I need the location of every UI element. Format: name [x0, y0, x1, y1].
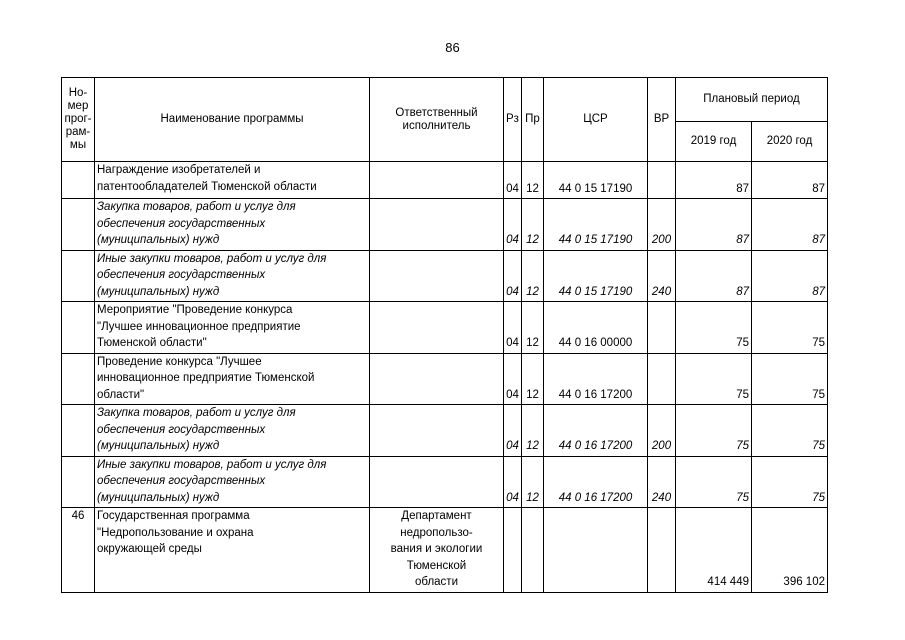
vr-cell: [648, 353, 676, 405]
amount-2019-cell: 75: [676, 353, 752, 405]
table-row: [62, 162, 828, 199]
pr-cell: 12: [522, 250, 544, 302]
program-number-cell: [62, 250, 95, 302]
program-number-cell: [62, 405, 95, 457]
csr-cell: 44 0 15 17190: [544, 250, 648, 302]
program-number-cell: [62, 456, 95, 508]
vr-cell: [648, 162, 676, 199]
header-text: Ответственный исполнитель: [395, 106, 478, 132]
rz-cell: 04: [504, 199, 522, 251]
amount-2019-cell: 75: [676, 405, 752, 457]
amount-2020-cell: 75: [752, 456, 828, 508]
pr-cell: 12: [522, 353, 544, 405]
amount-2020-cell: 396 102: [752, 508, 828, 593]
vr-cell: 200: [648, 405, 676, 457]
table-row: [62, 302, 828, 354]
program-number-cell: [62, 162, 95, 199]
program-name-cell: Проведение конкурса "Лучшее инновационное предприятие Тюменской области": [95, 353, 370, 405]
program-name-cell: Закупка товаров, работ и услуг для обеспечения государственных (муниципальных) нужд: [95, 405, 370, 457]
responsible-cell: [370, 199, 504, 251]
vr-cell: 200: [648, 199, 676, 251]
pr-cell: 12: [522, 162, 544, 199]
header-text: Рз: [506, 113, 519, 125]
header-vr: [648, 78, 676, 162]
pr-cell: 12: [522, 199, 544, 251]
program-name-cell: Закупка товаров, работ и услуг для обеспечения государственных (муниципальных) нужд: [95, 199, 370, 251]
pr-cell: [522, 508, 544, 593]
responsible-cell: [370, 250, 504, 302]
csr-cell: 44 0 16 17200: [544, 456, 648, 508]
amount-2019-cell: 414 449: [676, 508, 752, 593]
rz-cell: 04: [504, 162, 522, 199]
amount-2020-cell: 75: [752, 302, 828, 354]
table-row: [62, 456, 828, 508]
program-number-cell: 46: [62, 508, 95, 593]
table-row: [62, 405, 828, 457]
vr-cell: 240: [648, 456, 676, 508]
rz-cell: 04: [504, 250, 522, 302]
rz-cell: 04: [504, 353, 522, 405]
pr-cell: 12: [522, 302, 544, 354]
table-row: [62, 353, 828, 405]
table-row: [62, 250, 828, 302]
vr-cell: [648, 508, 676, 593]
rz-cell: 04: [504, 302, 522, 354]
rz-cell: 04: [504, 456, 522, 508]
table-body: [62, 162, 828, 593]
header-responsible: [370, 78, 504, 162]
vr-cell: [648, 302, 676, 354]
header-text: Но- мер прог- рам- мы: [64, 87, 92, 151]
table-row: [62, 199, 828, 251]
vr-cell: 240: [648, 250, 676, 302]
header-text: ВР: [653, 113, 670, 125]
responsible-cell: [370, 353, 504, 405]
amount-2020-cell: 87: [752, 250, 828, 302]
amount-2019-cell: 75: [676, 456, 752, 508]
responsible-cell: Департамент недропользо- вания и экологии Тюменской области: [370, 508, 504, 593]
table-row: [62, 508, 828, 593]
amount-2019-cell: 87: [676, 162, 752, 199]
pr-cell: 12: [522, 405, 544, 457]
header-planning-period: [676, 78, 828, 122]
budget-table: [61, 77, 828, 593]
responsible-cell: [370, 405, 504, 457]
amount-2019-cell: 75: [676, 302, 752, 354]
amount-2020-cell: 87: [752, 162, 828, 199]
header-text: 2020 год: [766, 135, 813, 147]
program-number-cell: [62, 353, 95, 405]
program-name-cell: Иные закупки товаров, работ и услуг для обеспечения государственных (муниципальных) нужд: [95, 456, 370, 508]
header-text: Наименование программы: [160, 113, 304, 125]
header-text: Пр: [525, 113, 540, 125]
program-name-cell: Иные закупки товаров, работ и услуг для обеспечения государственных (муниципальных) нужд: [95, 250, 370, 302]
rz-cell: [504, 508, 522, 593]
csr-cell: [544, 508, 648, 593]
csr-cell: 44 0 15 17190: [544, 199, 648, 251]
header-year-2020: [752, 122, 828, 162]
program-number-cell: [62, 302, 95, 354]
header-text: ЦСР: [583, 113, 608, 125]
page-number: 86: [445, 40, 460, 55]
header-text: Плановый период: [703, 93, 800, 105]
program-name-cell: Мероприятие "Проведение конкурса "Лучшее инновационное предприятие Тюменской области": [95, 302, 370, 354]
responsible-cell: [370, 302, 504, 354]
header-rz: [504, 78, 522, 162]
header-year-2019: [676, 122, 752, 162]
csr-cell: 44 0 15 17190: [544, 162, 648, 199]
amount-2020-cell: 75: [752, 353, 828, 405]
amount-2019-cell: 87: [676, 250, 752, 302]
amount-2020-cell: 87: [752, 199, 828, 251]
rz-cell: 04: [504, 405, 522, 457]
header-program-number: [62, 78, 95, 162]
csr-cell: 44 0 16 00000: [544, 302, 648, 354]
header-pr: [522, 78, 544, 162]
csr-cell: 44 0 16 17200: [544, 405, 648, 457]
responsible-cell: [370, 162, 504, 199]
responsible-cell: [370, 456, 504, 508]
header-csr: [544, 78, 648, 162]
header-program-name: [95, 78, 370, 162]
amount-2020-cell: 75: [752, 405, 828, 457]
header-text: 2019 год: [690, 135, 737, 147]
pr-cell: 12: [522, 456, 544, 508]
program-name-cell: Награждение изобретателей и патентообладателей Тюменской области: [95, 162, 370, 199]
amount-2019-cell: 87: [676, 199, 752, 251]
program-number-cell: [62, 199, 95, 251]
csr-cell: 44 0 16 17200: [544, 353, 648, 405]
program-name-cell: Государственная программа "Недропользование и охрана окружающей среды: [95, 508, 370, 593]
